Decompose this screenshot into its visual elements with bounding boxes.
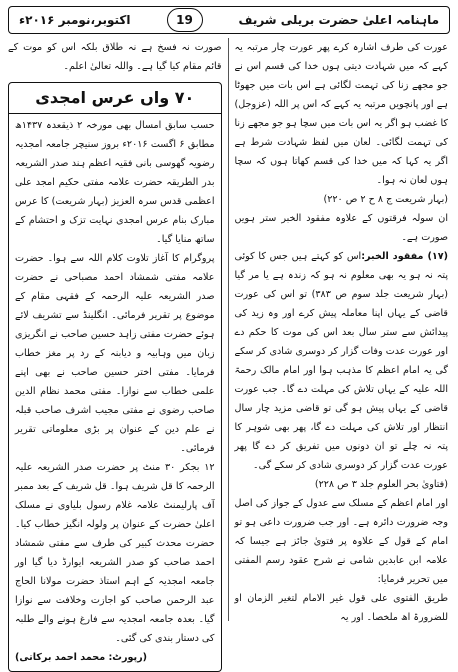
- paragraph: صورت نہ فسخ ہے نہ طلاق بلکہ اس کو موت کے قائم مقام کیا گیا ہے۔ واللہ تعالیٰ اعلم۔: [8, 42, 222, 72]
- urs-report-box: [8, 82, 222, 672]
- text-columns: [8, 38, 450, 663]
- section-heading: (۱۷) مفقود الخبر:: [361, 251, 448, 262]
- paragraph: اور امام اعظم کے مسلک سے عدول کے جواز کی اصل وجہ ضرورت دائرہ ہے۔ اور جب ضرورت داعی ہو تو امام کے قول کے علاوہ پر فتویٰ جائز ہے جیسا کہ علامہ ابن عابدین شامی نے شرح عقود رسم المفتی میں تحریر فرمایا:: [234, 498, 448, 585]
- page-number: 19: [167, 8, 203, 32]
- arabic-quote: طریق الفتوی علی قول غیر الامام لتغیر الزمان او للضرورۃ اھ ملخصا۔ اور یہ: [234, 593, 448, 623]
- issue-date: اکتوبر،نومبر ۲۰۱۶ء: [19, 13, 131, 27]
- section-heading-paragraph: [235, 247, 449, 475]
- urs-report-title: ۷۰ واں عرس امجدی: [9, 83, 221, 114]
- paragraph: ان سولہ فرقتوں کے علاوہ مفقود الخبر ستر ہویں صورت ہے۔: [234, 213, 448, 243]
- left-column: [8, 38, 229, 663]
- report-credit: (رپورٹ: محمد احمد برکاتی): [15, 652, 147, 663]
- paragraph: ۱۲ بجکر ۳۰ منٹ پر حضرت صدر الشریعہ علیہ الرحمہ کا قل شریف ہوا۔ قل شریف کے بعد ممبر آف پارلیمنٹ علامہ غلام رسول بلیاوی نے مسلک اعلیٰ حضرت کے عنوان پر ولولہ انگیز خطاب کیا۔ حضرت محدث کبیر کی طرف سے مفتی شمشاد احمد صاحب کو صدر الشریعہ ایوارڈ دیا گیا اور جامعہ امجدیہ کے اہم استاذ حضرت مولانا الحاج عبد الرحمن صاحب کو اجازت وخلافت سے نوازا گیا۔ بعدہ جامعہ امجدیہ سے فارغ ہونے والے طلبہ کی دستار بندی کی گئی۔: [15, 462, 215, 644]
- citation: (فتاویٰ بحر العلوم جلد ۳ ص ۲۲۸): [314, 479, 448, 490]
- paragraph: اس کو کہتے ہیں جس کا کوئی پتہ نہ ہو یہ بھی معلوم نہ ہو کہ زندہ ہے یا مر گیا (بہار شریعت جلد سوم ص ۳۸۳) تو اس کی عورت قاضی کے یہاں اپنا معاملہ پیش کرے اور وہ زید کی پیدائش سے ستر سال بعد اس کی موت کا حکم دے اور عورت عدت وفات گزار کر دوسری شادی کر سکے گی یہ امام اعظم کا مذہب ہوا اور امام مالک رحمۃ اللہ علیہ کے یہاں تلاش کی مہلت دے گا۔ جب عورت قاضی کے یہاں پیش ہو گی تو قاضی مزید چار سال انتظار اور تلاش کی مہلت دے گا، پھر بھی شوہر کا پتہ نہ چلے تو ان دونوں میں تفریق کر دے گا پھر عورت عدت گزار کر دوسری شادی کر سکے گی۔: [234, 251, 448, 471]
- citation: (بہار شریعت ج ۸ ح ۲ ص ۲۲۰): [323, 194, 448, 205]
- paragraph: پروگرام کا آغاز تلاوت کلام اللہ سے ہوا۔ حضرت علامہ مفتی شمشاد احمد مصباحی نے حضرت صدر الشریعہ علیہ الرحمہ کے فقہی مقام کے موضوع پر تقریر فرمائی۔ انگلینڈ سے تشریف لائے ہوئے حضرت مفتی زاہد حسین صاحب نے انگریزی زبان میں وہابیہ و دیابنہ کے رد پر مغز خطاب فرمایا۔ مفتی اختر حسین صاحب نے بھی اپنے علمی خطاب سے نوازا۔ مفتی محمد نظام الدین صاحب رضوی نے مفتی مجیب اشرف صاحب قبلہ نے علم دین کے عنوان پر بڑی معلوماتی تقریر فرمائی۔: [15, 253, 215, 454]
- page-header: [8, 6, 450, 34]
- paragraph: عورت کی طرف اشارہ کرے پھر عورت چار مرتبہ یہ کہے کہ میں شہادت دیتی ہوں خدا کی قسم اس نے جو مجھے زنا کی تہمت لگائی ہے اس بات میں جھوٹا ہے اور پانچویں مرتبہ یہ کہے کہ اس پر اللہ (عزوجل) کا غضب ہو اگر یہ اس بات میں سچا ہو جو مجھے زنا کی تہمت لگائی۔ لعان میں لفظ شہادت شرط ہے اگر یہ کہا کہ میں خدا کی قسم کھاتا ہوں کہ سچا ہوں لعان نہ ہوا۔: [234, 42, 448, 186]
- right-column: [235, 38, 451, 621]
- paragraph: حسب سابق امسال بھی مورخہ ۲ ذیقعدہ ۱۴۳۷ھ مطابق ۶ اگست ۲۰۱۶ء بروز سنیچر جامعہ امجدیہ رضویہ گھوسی بانی فقیہ اعظم ہند صدر الشریعہ بدر الطریقہ حضرت علامہ مفتی حکیم امجد علی اعظمی قدس سرہ العزیز (بہار شریعت) کا عرس مبارک بنام عرس امجدی نہایت تزک و احتشام کے ساتھ منایا گیا۔: [15, 120, 215, 245]
- magazine-title: ماہنامہ اعلیٰ حضرت بریلی شریف: [238, 13, 439, 27]
